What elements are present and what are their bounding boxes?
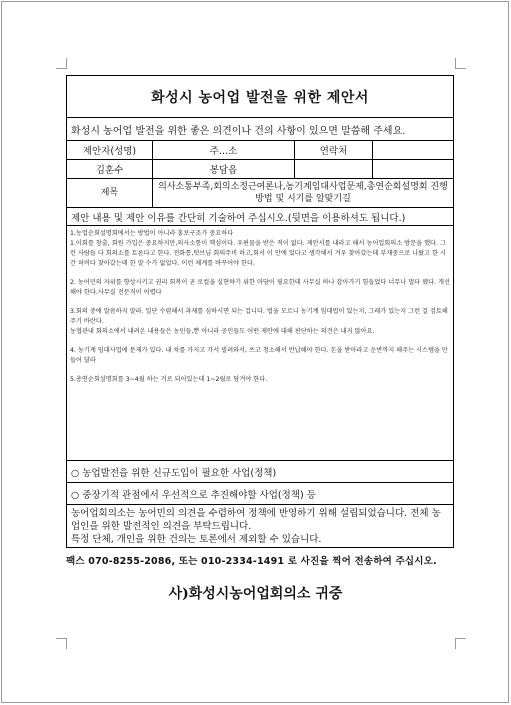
crop-mark-top-right	[455, 58, 466, 69]
body-paragraph: 2. 농어민의 자위를 향상시키고 권리 회복이 곧 로컬을 실현하기 위한 마당이 필요한데 사무실 하나 잡아가기 힘들었다 너무나 멀다 됐다. 개선해야 한다.사무실 전문직이 어렵다	[70, 279, 450, 296]
notice-line-2: 특정 단체, 개인을 위한 건의는 토론에서 제외할 수 있습니다.	[71, 534, 322, 545]
notice-box	[67, 505, 453, 547]
proposer-detail-row	[67, 160, 453, 179]
proposer-header-row	[67, 141, 453, 160]
selection-item-2: ○ 중장기적 관점에서 우선적으로 추진해야할 사업(정책) 등	[67, 483, 453, 505]
notice-line-1: 농어업회의소는 농어민의 의견을 수렴하여 정책에 반영하기 위해 설립되었습니다. 전체 농업인을 위한 발전적인 의견을 부탁드립니다.	[71, 508, 441, 532]
fax-instructions: 팩스 070-8255-2086, 또는 010-2334-1491 로 사진을 찍어 전송하여 주십시오.	[66, 556, 437, 567]
contact-label: 연락처	[295, 141, 373, 159]
body-paragraph: 5.총연순회설명회를 3~4월 하는 거로 되어있는데 1~2월로 당겨야 한다.	[70, 376, 268, 383]
crop-mark-bottom-left	[56, 638, 67, 649]
contact-value[interactable]	[373, 141, 453, 159]
proposal-form	[66, 75, 454, 548]
body-paragraph: 4. 농기계 임대사업에 문제가 있다. 내 차를 가지고 가서 빌려와서, 쓰고 청소해서 반납해야 한다. 돈을 받아라고 운반까지 해주는 시스템을 만들어 달라	[70, 347, 448, 364]
body-paragraph: 1.이회를 창출, 회원 가입은 중요하지만,의사소통이 핵심이다. 우편물을 받은 적이 없다. 제안서를 내라고 해서 농어업회의소 방문을 했다. 그런 사람들 다 회의소를 토론다고 한다. 전화통,텃브님 회의주비 하고,회서 이 안에 있다고 생각해서 겨우 찾아갔는데 부재중으로 나왔고 한 시간 허비다 찾아갔는데 한 말 수가 없었다. 이런 체계를 바꾸어야 한다.	[70, 240, 447, 267]
subject-text[interactable]: 의사소통부족,회의소정근여론나,농기계임대사업문제,총연순회설명회 진행방법 및 시기를 알맞기길	[158, 182, 448, 204]
form-intro: 화성시 농어업 발전을 위한 좋은 의견이나 건의 사항이 있으면 말씀해 주세요.	[67, 118, 453, 141]
proposal-body[interactable]	[67, 226, 453, 461]
body-paragraph: 1.농업순회설명회에서는 방법이 아니라 홍보구조가 중요하다	[70, 230, 234, 237]
subject-row	[67, 179, 453, 208]
proposer-person[interactable]: 김훈수	[67, 160, 153, 178]
form-title: 화성시 농어업 발전을 위한 제안서	[67, 76, 453, 118]
subject-label: 제목	[67, 179, 153, 207]
contact-value-2b[interactable]	[373, 160, 453, 178]
selection-item-1: ○ 농업발전을 위한 신규도입이 필요한 사업(정책)	[67, 461, 453, 483]
proposer-name-value[interactable]: 주…소	[153, 141, 295, 159]
content-guide: 제안 내용 및 제안 이유를 간단히 기술하여 주십시오.(뒷면을 이용하셔도 됩니다.)	[67, 208, 453, 226]
contact-value-2a[interactable]	[295, 160, 373, 178]
addressee-signature: 사)화성시농어업회의소 귀중	[168, 586, 343, 602]
crop-mark-bottom-right	[455, 638, 466, 649]
body-paragraph: 3.회의 중에 말씀하지 말라. 일단 수렴해서 과제를 심하시면 되는 겁니다. 법을 모르니 농기계 임대법이 있는지, 그래가 있는지 그런 걸 검토해 주기 바란다.	[70, 308, 448, 325]
crop-mark-top-left	[56, 58, 67, 69]
proposer-affiliation[interactable]: 봉담읍	[153, 160, 295, 178]
body-paragraph: 농협관내 회의소에서 내려온 내용들은 농민들,뿐 아니라 공인들도 어떤 제안에 대해 판단하는 의견은 내지 않아요.	[70, 328, 375, 335]
proposer-name-label: 제안자(성명)	[67, 141, 153, 159]
